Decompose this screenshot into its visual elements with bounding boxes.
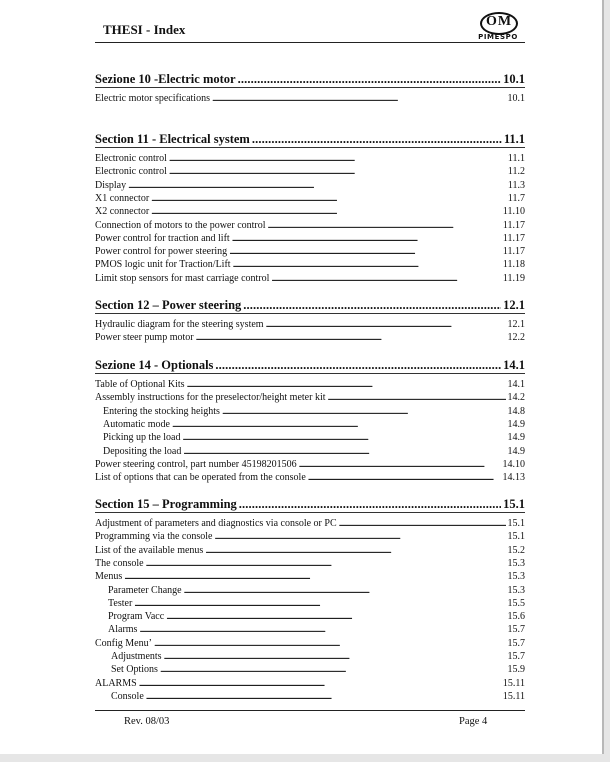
dot-leader	[160, 664, 506, 675]
toc-entry[interactable]	[95, 319, 525, 332]
toc-entry-page: 12.2	[507, 332, 525, 344]
toc-entry-page: 15.6	[507, 611, 525, 623]
toc-entry-label: Adjustments	[111, 651, 162, 662]
toc-entry-label: Power steer pump motor	[95, 332, 194, 344]
toc-entry-page: 15.2	[507, 544, 525, 556]
toc-entry-page: 15.7	[507, 624, 525, 636]
toc-entry-label: Connection of motors to the power control	[95, 219, 266, 231]
dot-leader	[139, 678, 501, 689]
toc-entry[interactable]	[95, 259, 525, 272]
section-title: Section 12 – Power steering	[95, 298, 242, 312]
toc-entry[interactable]	[95, 678, 525, 691]
section-page: 14.1	[503, 358, 525, 372]
dot-leader	[214, 531, 505, 542]
toc-entry[interactable]	[95, 558, 525, 571]
toc-entry-page: 11.10	[502, 206, 525, 218]
toc-entry-page: 15.11	[502, 677, 525, 689]
toc-entry-label: Hydraulic diagram for the steering system	[95, 319, 264, 330]
toc-entry-page: 15.11	[502, 690, 525, 702]
toc-entry[interactable]	[95, 273, 525, 286]
dot-leader	[205, 545, 505, 556]
dot-leader	[238, 72, 502, 87]
toc-entry-label: X2 connector	[95, 206, 150, 218]
section-heading[interactable]	[95, 72, 525, 88]
toc-entry[interactable]	[95, 638, 525, 651]
toc-entry-label: Electronic control	[95, 153, 167, 164]
toc-entry-label: Entering the stocking heights	[103, 405, 220, 417]
dot-leader	[215, 358, 501, 373]
toc-entry-page: 11.17	[502, 246, 525, 258]
toc-entry-page: 14.9	[507, 418, 525, 430]
toc-entry-page: 14.1	[507, 379, 525, 390]
toc-entry[interactable]	[95, 545, 525, 558]
toc-entry-page: 11.1	[507, 153, 525, 164]
dot-leader	[222, 406, 506, 417]
toc-entry-label: X1 connector	[95, 192, 150, 204]
toc-entry-page: 15.7	[507, 651, 525, 662]
toc-entry-label: The console	[95, 557, 144, 569]
dot-leader	[239, 497, 501, 512]
dot-leader	[243, 298, 501, 313]
header-rule	[95, 42, 525, 43]
toc-entry[interactable]	[95, 664, 525, 677]
toc-entry[interactable]	[95, 332, 525, 345]
toc-entry-page: 11.19	[502, 272, 525, 284]
toc-entry[interactable]	[95, 691, 525, 704]
dot-leader	[212, 93, 506, 104]
dot-leader	[233, 259, 501, 270]
dot-leader	[134, 598, 505, 609]
om-pimespo-logo	[473, 12, 523, 42]
toc-entry[interactable]	[95, 206, 525, 219]
toc-entry-page: 14.13	[502, 472, 525, 484]
toc-entry[interactable]	[95, 246, 525, 259]
section-heading[interactable]	[95, 358, 525, 374]
toc-entry-label: Config Menu’	[95, 637, 152, 649]
toc-entry-page: 15.7	[507, 637, 525, 649]
toc-entry-page: 11.2	[507, 166, 525, 178]
toc-entry-page: 15.5	[507, 597, 525, 609]
toc-entry-page: 15.9	[507, 664, 525, 676]
revision-label: Rev. 08/03	[124, 716, 170, 727]
toc-entry[interactable]	[95, 459, 525, 472]
toc-entry-label: PMOS logic unit for Traction/Lift	[95, 259, 231, 271]
toc-entry-label: Adjustment of parameters and diagnostics via console or PC	[95, 518, 337, 529]
dot-leader	[299, 459, 501, 470]
logo-pimespo-text: PIMESPO	[478, 33, 518, 41]
toc-entry[interactable]	[95, 531, 525, 544]
toc-entry-label: Power steering control, part number 45198201506	[95, 458, 297, 470]
section-rule	[95, 512, 525, 513]
dot-leader	[183, 432, 506, 443]
toc-entry-page: 14.8	[507, 405, 525, 417]
dot-leader	[128, 180, 506, 191]
footer-rule	[95, 710, 525, 711]
section-rule	[95, 147, 525, 148]
dot-leader	[328, 392, 506, 403]
section-page: 15.1	[503, 497, 525, 511]
toc-entry[interactable]	[95, 472, 525, 485]
toc-entry-page: 12.1	[507, 319, 525, 330]
toc-entry[interactable]	[95, 93, 525, 106]
toc-entry[interactable]	[95, 624, 525, 637]
toc-entry-label: Tester	[108, 597, 133, 609]
toc-entry-label: Set Options	[111, 664, 158, 676]
dot-leader	[183, 446, 505, 457]
toc-entry[interactable]	[95, 406, 525, 419]
dot-leader	[151, 206, 501, 217]
toc-entry-page: 15.3	[507, 571, 525, 583]
section-heading[interactable]	[95, 497, 525, 513]
toc-entry-label: Programming via the console	[95, 531, 213, 543]
dot-leader	[229, 246, 501, 257]
viewer-edge-shadow	[604, 0, 610, 762]
toc-entry[interactable]	[95, 611, 525, 624]
section-page: 11.1	[503, 132, 525, 146]
toc-entry[interactable]	[95, 585, 525, 598]
dot-leader	[154, 638, 506, 649]
section-rule	[95, 87, 525, 88]
toc-entry-label: Program Vacc	[108, 611, 165, 623]
dot-leader	[146, 691, 501, 702]
viewer-bottom-shadow	[0, 754, 610, 762]
toc-entry[interactable]	[95, 598, 525, 611]
dot-leader	[268, 220, 501, 231]
toc-entry-label: Console	[111, 690, 144, 702]
toc-entry-label: Electric motor specifications	[95, 93, 210, 104]
dot-leader	[146, 558, 506, 569]
section-title: Section 11 - Electrical system	[95, 132, 250, 146]
toc-entry-page: 11.7	[507, 192, 525, 204]
toc-entry-label: Automatic mode	[103, 418, 170, 430]
toc-entry-page: 11.17	[502, 219, 525, 231]
toc-entry[interactable]	[95, 446, 525, 459]
section-heading[interactable]	[95, 298, 525, 314]
toc-entry-label: Power control for power steering	[95, 246, 228, 258]
toc-entry[interactable]	[95, 651, 525, 664]
dot-leader	[184, 585, 506, 596]
dot-leader	[187, 379, 506, 390]
toc-entry[interactable]	[95, 180, 525, 193]
toc-entry[interactable]	[95, 419, 525, 432]
section-title: Sezione 14 - Optionals	[95, 358, 214, 372]
toc-entry[interactable]	[95, 571, 525, 584]
toc-entry-page: 15.3	[507, 557, 525, 569]
toc-entry-label: ALARMS	[95, 677, 137, 689]
dot-leader	[169, 153, 506, 164]
toc-entry-label: Electronic control	[95, 166, 167, 178]
toc-entry-page: 15.1	[507, 531, 525, 543]
section-heading[interactable]	[95, 132, 525, 148]
toc-entry-label: List of options that can be operated from the console	[95, 472, 306, 484]
toc-entry[interactable]	[95, 518, 525, 531]
dot-leader	[266, 319, 506, 330]
dot-leader	[271, 273, 500, 284]
toc-entry-label: Parameter Change	[108, 584, 182, 596]
toc-entry-label: Alarms	[108, 624, 138, 636]
dot-leader	[139, 624, 505, 635]
toc-entry-page: 14.9	[507, 432, 525, 444]
toc-entry[interactable]	[95, 379, 525, 392]
dot-leader	[124, 571, 505, 582]
toc-entry[interactable]	[95, 220, 525, 233]
toc-entry-page: 14.2	[507, 392, 525, 404]
toc-entry-label: List of the available menus	[95, 544, 204, 556]
dot-leader	[252, 132, 502, 147]
logo-om-text: OM	[485, 14, 513, 29]
toc-entry[interactable]	[95, 193, 525, 206]
document-title: THESI - Index	[103, 22, 186, 37]
toc-entry-label: Picking up the load	[103, 432, 181, 444]
dot-leader	[232, 233, 501, 244]
toc-entry-page: 11.17	[502, 232, 525, 244]
toc-entry[interactable]	[95, 432, 525, 445]
toc-entry[interactable]	[95, 392, 525, 405]
page-number: Page 4	[459, 716, 488, 727]
dot-leader	[172, 419, 506, 430]
toc-entry-page: 11.3	[507, 179, 525, 191]
toc-entry-label: Limit stop sensors for mast carriage control	[95, 272, 270, 284]
dot-leader	[151, 193, 506, 204]
toc-entry-label: Assembly instructions for the preselector/height meter kit	[95, 392, 326, 404]
dot-leader	[196, 332, 506, 343]
toc-entry[interactable]	[95, 233, 525, 246]
toc-entry[interactable]	[95, 153, 525, 166]
toc-entry-label: Depositing the load	[103, 445, 182, 457]
section-title: Section 15 – Programming	[95, 497, 237, 511]
toc-entry-page: 14.10	[502, 458, 525, 470]
toc-entry-label: Table of Optional Kits	[95, 379, 185, 390]
section-page: 10.1	[503, 72, 525, 86]
section-page: 12.1	[503, 298, 525, 312]
toc-entry-page: 11.18	[502, 259, 525, 271]
toc-entry-page: 14.9	[507, 445, 525, 457]
toc-entry-label: Power control for traction and lift	[95, 232, 230, 244]
dot-leader	[166, 611, 505, 622]
toc-entry-label: Display	[95, 179, 127, 191]
toc-entry-page: 10.1	[507, 93, 525, 104]
dot-leader	[339, 518, 506, 529]
toc-entry-page: 15.1	[507, 518, 525, 529]
section-rule	[95, 313, 525, 314]
toc-entry-label: Menus	[95, 571, 123, 583]
toc-entry[interactable]	[95, 166, 525, 179]
section-rule	[95, 373, 525, 374]
dot-leader	[308, 472, 501, 483]
dot-leader	[164, 651, 506, 662]
dot-leader	[169, 166, 506, 177]
toc-entry-page: 15.3	[507, 584, 525, 596]
section-title: Sezione 10 -Electric motor	[95, 72, 236, 86]
